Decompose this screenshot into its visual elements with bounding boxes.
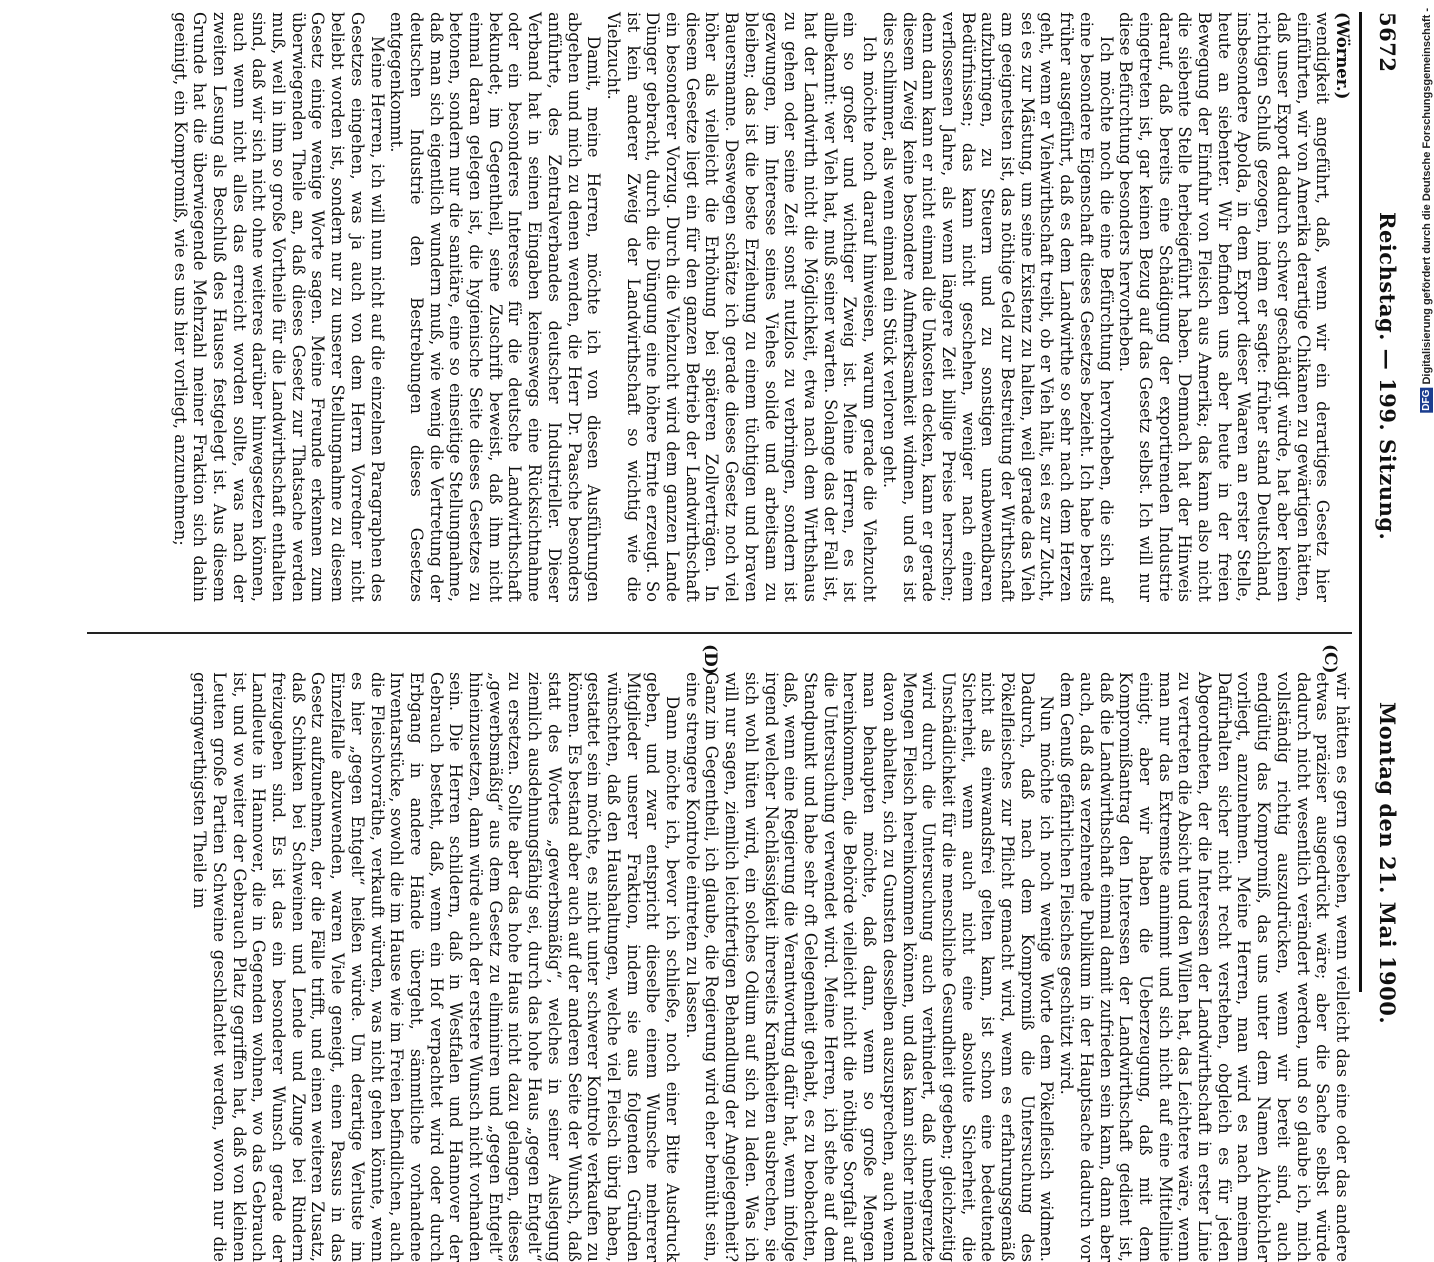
header-rule (1359, 12, 1362, 992)
paragraph: Ich möchte noch darauf hinweisen, warum gerade die Viehzucht ein so großer und wichtiger Zweig ist. Meine Herren, es ist allbekannt: wer Vieh hat, muß seiner warten. Solange das der Fall ist, hat der Landwirth nicht die Möglichkeit, etwa nach dem Wirthshaus zu gehen oder seine Zeit sonst nutzlos zu verbringen, sondern ist gezwungen, im Interesse seines Viehes solide und arbeitsam zu bleiben; das ist die beste Erziehung zu einem tüchtigen und braven Bauersmanne. Deswegen schätze ich gerade dieses Gesetz noch viel höher als vielleicht die Erhöhung bei späteren Zollverträgen. In diesem Gesetze liegt ein für den ganzen Betrieb der Landwirthschaft ein besonderer Vorzug. Durch die Viehzucht wird dem ganzen Lande Dünger gebracht, durch die Düngung eine höhere Ernte erzeugt. So ist kein anderer Zweig der Landwirthschaft so wichtig wie die Viehzucht. (603, 12, 879, 602)
digitization-credit (1420, 8, 1433, 413)
text-column-left (87, 12, 1352, 602)
page-number: 5672 (1375, 12, 1400, 72)
margin-marker-d: (D) (700, 644, 720, 675)
text-column-right (87, 672, 1352, 1262)
page-header (1364, 12, 1410, 992)
margin-marker-c: (C) (1320, 644, 1340, 674)
speaker-label: (Wörner.) (1332, 12, 1352, 602)
paragraph: Nun möchte ich noch wenige Worte dem Pökelfleisch widmen. Dadurch, daß nach dem Kompromiß die Untersuchung des Pökelfleisches zur Pflicht gemacht wird, wenn es erfahrungsgemäß nicht als einwandsfrei gelten kann, ist schon eine bedeutende Sicherheit, wenn auch nicht eine absolute Sicherheit, die Unschädlichkeit für die menschliche Gesundheit gegeben; gleichzeitig wird durch die Untersuchung auch verhindert, daß unbegrenzte Mengen Fleisch hereinkommen können, und das kann sicher niemand davon abhalten, sich zu Gunsten desselben auszusprechen, auch wenn man behaupten möchte, daß dann, wenn so große Mengen hereinkommen, die Behörde vielleicht nicht die nöthige Sorgfalt auf die Untersuchung verwendet wird. Meine Herren, ich stehe auf dem Standpunkt und habe sehr oft Gelegenheit gehabt, es zu beobachten, daß, wenn eine Regierung die Verantwortung dafür hat, wenn infolge irgend welcher Nachlässigkeit ihrerseits Krankheiten ausbrechen, sie sich wohl hüten wird, ein solches Odium auf sich zu laden. Was ich will nur sagen, ziemlich leichtfertigen Behandlung der Angelegenheit? Ganz im Gegentheil, ich glaube, die Regierung wird eher bemüht sein, eine strengere Kontrole eintreten zu lassen. (682, 672, 1056, 1262)
column-divider (87, 632, 1352, 634)
credit-text: Digitalisierung gefördert durch die Deutsche Forschungsgemeinschaft - (1421, 8, 1433, 385)
paragraph: Ich möchte noch die eine Befürchtung hervorheben, die sich auf eine besondere Eigenschaft dieses Gesetzes bezieht. Ich habe bereits früher ausgeführt, daß es dem Landwirthe so sehr nach dem Herzen geht, wenn er Viehwirthschaft treibt, ob er Vieh hält, sei es zur Zucht, sei es zur Mästung, um seine Existenz zu halten, weil gerade das Vieh am geeignetsten ist, das nöthige Geld zur Bestreitung der Wirthschaft aufzubringen, zu Steuern und zu sonstigen unabwendbaren Bedürfnissen; das kann nicht geschehen, weniger nach einem verflossenen Jahre, als wenn längere Zeit billige Preise herrschen; denn dann kann er nicht einmal die Unkosten decken, kann er gerade diesem Zweig keine besondere Aufmerksamkeit widmen, und es ist dies schlimmer, als wenn einmal ein Stück verloren geht. (879, 12, 1115, 602)
dfg-logo: DFG (1420, 388, 1433, 413)
header-left-title: Reichstag. — 199. Sitzung. (1375, 212, 1400, 540)
digitization-sidebar (1418, 0, 1434, 1000)
header-right-title: Montag den 21. Mai 1900. (1375, 702, 1400, 1024)
paragraph: Meine Herren, ich will nun nicht auf die einzelnen Paragraphen des Gesetzes eingehen, was ja auch von dem Herrn Vorredner nicht beliebt worden ist, sondern nur zu unserer Stellungnahme zu diesem Gesetz einige wenige Worte sagen. Meine Freunde erkennen zum überwiegenden Theile an, daß dieses Gesetz zur Thatsache werden muß, weil in ihm so große Vortheile für die Landwirthschaft enthalten sind, daß wir sich nicht ohne weiteres darüber hinwegsetzen können, auch wenn nicht alles das erreicht worden sollte, was nach der zweiten Lesung als Beschluß des Hauses festgelegt ist. Aus diesem Grunde hat die überwiegende Mehrzahl meiner Fraktion sich dahin geeinigt, ein Kompromiß, wie es uns hier vorliegt, anzunehmen; (170, 12, 387, 602)
rotated-page (60, 12, 1410, 992)
paragraph: Damit, meine Herren, möchte ich von diesen Ausführungen abgehen und mich zu denen wenden, die Herr Dr. Paasche besonders anführte, des Zentralverbandes deutscher Industrieller. Dieser Verband hat in seinen Eingaben keineswegs eine Rücksichtnahme oder ein besonderes Interesse für die deutsche Landwirthschaft bekundet; im Gegentheil, seine Zuschrift beweist, daß ihm nicht einmal daran gelegen ist, die hygienische Seite dieses Gesetzes zu betonen, sondern nur die sanitäre, eine so einseitige Stellungnahme, daß man sich eigentlich wundern muß, wie wenig die Vertretung der deutschen Industrie den Bestrebungen dieses Gesetzes entgegenkommt. (387, 12, 604, 602)
paragraph: Dann möchte ich, bevor ich schließe, noch einer Bitte Ausdruck geben, und zwar entspricht dieselbe einem Wunsche mehrerer Mitglieder unserer Fraktion, indem sie aus folgenden Gründen wünschten, daß den Haushaltungen, welche viel Fleisch übrig haben, gestattet sein möchte, es nicht unter schwerer Kontrole verkaufen zu können. Es bestand aber auch auf der anderen Seite der Wunsch, daß statt des Wortes „gewerbsmäßig“, welches in seiner Auslegung ziemlich ausdehnungsfähig sei, durch das hohe Haus „gegen Entgelt“ zu ersetzen. Sollte aber das hohe Haus nicht dazu gelangen, dieses „gewerbsmäßig“ aus dem Gesetz zu eliminiren und „gegen Entgelt“ hineinzusetzen, dann würde auch der erstere Wunsch nicht vorhanden sein. Die Herren schildern, daß in Westfalen und Hannover der Gebrauch besteht, daß, wenn ein Hof verpachtet wird oder durch Erbgang in andere Hände übergeht, sämmtliche vorhandene Inventarstücke, sowohl die im Hause wie im Freien befindlichen, auch die Fleischvorräthe, verkauft würden, was nicht gehen könnte, wenn es hier „gegen Entgelt“ heißen würde. Um derartige Verluste im Einzelfalle abzuwenden, waren Viele geneigt, einen Passus in das Gesetz aufzunehmen, der die Fälle trifft, und einen weiteren Zusatz, daß Schinken bei Schweinen und Lende und Zunge bei Rindern freizugeben sind. Es ist das ein besonderer Wunsch gerade der Landleute in Hannover, die in Gegenden wohnen, wo das Gebrauch ist, und wo weiter der Gebrauch Platz gegriffen hat, daß von kleinen Leuten große Partien Schweine geschlachtet werden, wovon nur die geringwerthigsten Theile im (190, 672, 683, 1262)
paragraph: wendigkeit angeführt, daß, wenn wir ein derartiges Gesetz hier einführten, wir von Amerika derartige Chikanen zu gewärtigen hätten, daß unser Export dadurch schwer geschädigt würde, hat aber keinen richtigen Schluß gezogen, indem er sagte: früher stand Deutschland, insbesondere Apolda, in dem Export dieser Waaren an erster Stelle, heute an siebenter. Wir befinden uns aber heute in der freien Bewegung der Einfuhr von Fleisch aus Amerika; das kann also nicht die siebente Stelle herbeigeführt haben. Demnach hat der Hinweis darauf, daß bereits eine Schädigung der exportirenden Industrie eingetreten ist, gar keinen Bezug auf das Gesetz selbst. Ich will nur diese Befürchtung besonders hervorheben. (1116, 12, 1333, 602)
paragraph: wir hätten es gern gesehen, wenn vielleicht das eine oder das andere etwas präziser ausgedrückt wäre; aber die Sache selbst würde dadurch nicht wesentlich verändert werden, und so glaube ich, mich vollständig richtig auszudrücken, wenn wir bereit sind, auch endgültig das Kompromiß, das uns unter dem Namen Aichbichler vorliegt, anzunehmen. Meine Herren, man wird es nach meinem Dafürhalten sicher nicht recht verstehen, obgleich es für jeden Abgeordneten, der die Interessen der Landwirthschaft in erster Linie zu vertreten die Absicht und den Willen hat, das Leichtere wäre, wenn man nur das Extremste annimmt und sich nicht auf eine Mittellinie einigt; aber wir haben die Ueberzeugung, daß mit dem Kompromißantrag den Interessen der Landwirthschaft gedient ist, daß die Landwirthschaft einmal damit zufrieden sein kann, dann aber auch, daß das verzehrende Publikum in der Hauptsache dadurch vor dem Genuß gefährlichen Fleisches geschützt wird. (1056, 672, 1352, 1262)
